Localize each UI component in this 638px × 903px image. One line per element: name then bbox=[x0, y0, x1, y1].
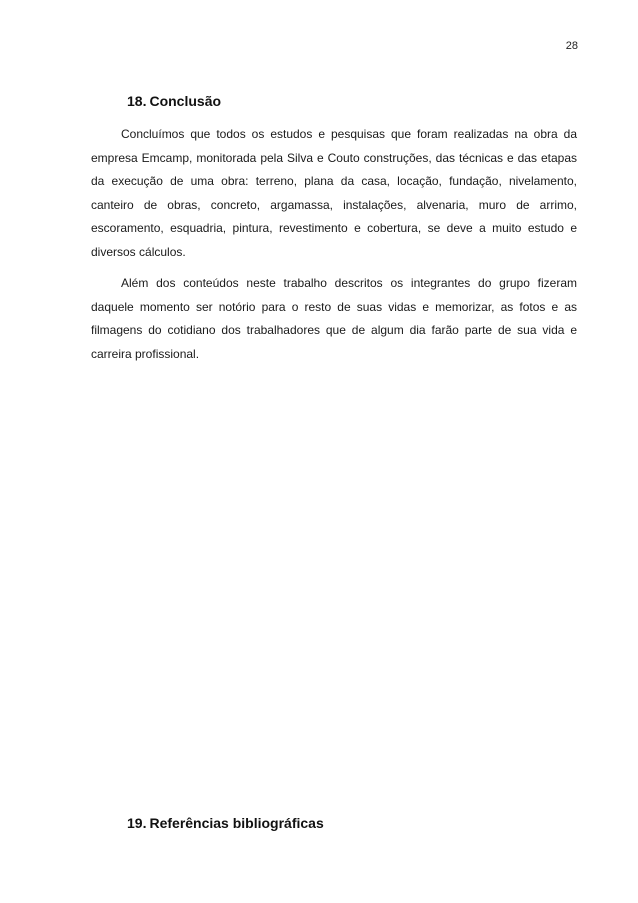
section-title: Conclusão bbox=[149, 93, 222, 109]
paragraph: Além dos conteúdos neste trabalho descritos os integrantes do grupo fizeram daquele momento ser notório para o resto de suas vidas e memorizar, as fotos e as filmagens do cotidiano dos trabalhadores que de algum dia farão parte de sua vida e carreira profissional. bbox=[91, 276, 577, 361]
section-number: 19. bbox=[127, 815, 147, 831]
page-number: 28 bbox=[565, 40, 578, 52]
paragraph: Concluímos que todos os estudos e pesquisas que foram realizadas na obra da empresa Emcamp, monitorada pela Silva e Couto construções, das técnicas e das etapas da execução de uma obra: terreno, plana da casa, locação, fundação, nivelamento, canteiro de obras, concreto, argamassa, instalações, alvenaria, muro de arrimo, escoramento, esquadria, pintura, revestimento e cobertura, se deve a muito estudo e diversos cálculos. bbox=[91, 127, 577, 259]
section-number: 18. bbox=[127, 93, 147, 109]
section-heading-conclusao bbox=[127, 93, 221, 109]
section-heading-referencias bbox=[127, 815, 324, 831]
section-title: Referências bibliográficas bbox=[149, 815, 324, 831]
conclusao-body bbox=[91, 123, 577, 374]
